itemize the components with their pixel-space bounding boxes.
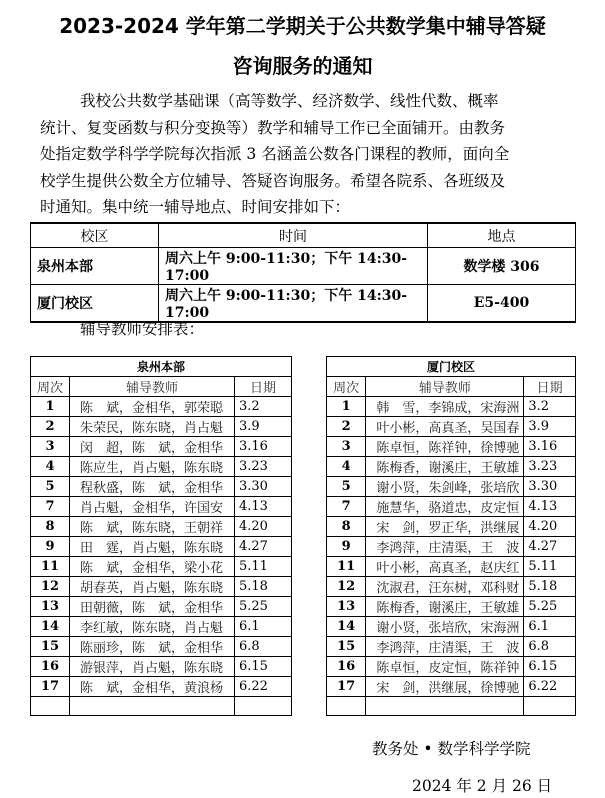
table-row <box>31 536 292 556</box>
teachers-cell: 叶小彬，高真圣，赵庆红 <box>366 556 524 576</box>
paragraph-line: 时通知。集中统一辅导地点、时间安排如下： <box>40 198 351 216</box>
week-cell: 1 <box>31 396 70 416</box>
teachers-cell: 陈卓恒，皮定恒，陈祥钟 <box>366 656 524 676</box>
table-row <box>31 496 292 516</box>
signature: 教务处 • 数学科学学院 <box>372 740 531 758</box>
week-cell: 2 <box>327 416 366 436</box>
table-row <box>31 248 576 285</box>
teachers-cell: 叶小彬，高真圣，吴国春 <box>366 416 524 436</box>
week-cell: 1 <box>327 396 366 416</box>
table-row <box>31 636 292 656</box>
teachers-cell: 韩 雪，李锦成，宋海洲 <box>366 396 524 416</box>
week-cell: 14 <box>327 616 366 636</box>
teachers-cell: 朱荣民，陈东晓，肖占魁 <box>70 416 235 436</box>
date-cell: 3.30 <box>524 476 576 496</box>
date-cell: 6.15 <box>524 656 576 676</box>
title-line-2: 咨询服务的通知 <box>232 54 373 78</box>
quanzhou-roster-table <box>30 356 292 716</box>
teachers-cell: 闵 超，陈 斌，金相华 <box>70 436 235 456</box>
date-cell: 6.8 <box>235 636 292 656</box>
date-cell: 5.11 <box>235 556 292 576</box>
teachers-cell: 游银萍，肖占魁，陈东晓 <box>70 656 235 676</box>
teachers-cell: 陈梅香，谢溪庄，王敏雄 <box>366 456 524 476</box>
date-cell: 4.20 <box>235 516 292 536</box>
time-cell: 周六上午 9:00-11:30；下午 14:30-17:00 <box>159 285 428 323</box>
table-row <box>31 556 292 576</box>
empty-cell <box>327 696 366 716</box>
empty-cell <box>235 696 292 716</box>
date-cell: 3.23 <box>524 456 576 476</box>
paragraph-line: 处指定数学科学学院每次指派 3 名涵盖公数各门课程的教师，面向全 <box>40 145 510 163</box>
issue-date: 2024 年 2 月 26 日 <box>412 777 553 795</box>
teachers-cell: 李鸿萍，庄清渠，王 波 <box>366 636 524 656</box>
header-teachers: 辅导教师 <box>366 376 524 396</box>
week-cell: 12 <box>327 576 366 596</box>
date-cell: 3.30 <box>235 476 292 496</box>
date-cell: 3.2 <box>524 396 576 416</box>
date-cell: 6.22 <box>235 676 292 696</box>
empty-row <box>327 696 576 716</box>
teachers-cell: 沈淑君，汪东树，邓科财 <box>366 576 524 596</box>
table-row <box>31 576 292 596</box>
week-cell: 15 <box>327 636 366 656</box>
date-cell: 4.13 <box>235 496 292 516</box>
date-cell: 6.1 <box>524 616 576 636</box>
table-row <box>31 676 292 696</box>
table-row <box>327 476 576 496</box>
date-cell: 4.13 <box>524 496 576 516</box>
date-cell: 6.1 <box>235 616 292 636</box>
header-time: 时间 <box>159 223 428 248</box>
table-row <box>327 456 576 476</box>
teachers-cell: 陈 斌，金相华，梁小花 <box>70 556 235 576</box>
week-cell: 14 <box>31 616 70 636</box>
table-row <box>327 636 576 656</box>
header-teachers: 辅导教师 <box>70 376 235 396</box>
header-place: 地点 <box>428 223 576 248</box>
week-cell: 16 <box>327 656 366 676</box>
table-row <box>327 536 576 556</box>
date-cell: 3.23 <box>235 456 292 476</box>
date-cell: 3.9 <box>524 416 576 436</box>
table-header-row <box>31 223 576 248</box>
week-cell: 7 <box>31 496 70 516</box>
empty-row <box>31 696 292 716</box>
date-cell: 6.22 <box>524 676 576 696</box>
teachers-cell: 施慧华，骆道忠，皮定恒 <box>366 496 524 516</box>
table-row <box>31 516 292 536</box>
teachers-cell: 李红敏，陈东晓，肖占魁 <box>70 616 235 636</box>
header-date: 日期 <box>235 376 292 396</box>
header-week: 周次 <box>31 376 70 396</box>
roster-header-row <box>31 376 292 396</box>
teachers-cell: 程秋盛，陈 斌，金相华 <box>70 476 235 496</box>
date-cell: 3.9 <box>235 416 292 436</box>
teachers-cell: 胡春英，肖占魁，陈东晓 <box>70 576 235 596</box>
teachers-cell: 谢小贤，朱剑峰，张培欣 <box>366 476 524 496</box>
date-cell: 3.16 <box>235 436 292 456</box>
teachers-cell: 李鸿萍，庄清渠，王 波 <box>366 536 524 556</box>
week-cell: 8 <box>31 516 70 536</box>
roster-header-row <box>327 376 576 396</box>
week-cell: 17 <box>31 676 70 696</box>
table-row <box>31 476 292 496</box>
table-row <box>327 676 576 696</box>
week-cell: 15 <box>31 636 70 656</box>
table-row <box>31 596 292 616</box>
week-cell: 5 <box>31 476 70 496</box>
week-cell: 4 <box>327 456 366 476</box>
time-cell: 周六上午 9:00-11:30；下午 14:30-17:00 <box>159 248 428 285</box>
intro-paragraph <box>40 88 580 221</box>
week-cell: 7 <box>327 496 366 516</box>
table-row <box>327 416 576 436</box>
teachers-cell: 田 霆，肖占魁，陈东晓 <box>70 536 235 556</box>
week-cell: 11 <box>327 556 366 576</box>
table-row <box>31 436 292 456</box>
week-cell: 11 <box>31 556 70 576</box>
campus-title: 厦门校区 <box>327 357 576 377</box>
paragraph-line: 我校公共数学基础课（高等数学、经济数学、线性代数、概率 <box>80 92 499 110</box>
table-row <box>327 496 576 516</box>
teachers-cell: 陈 斌，金相华，郭荣聪 <box>70 396 235 416</box>
date-cell: 6.8 <box>524 636 576 656</box>
week-cell: 3 <box>327 436 366 456</box>
header-week: 周次 <box>327 376 366 396</box>
week-cell: 13 <box>327 596 366 616</box>
week-cell: 3 <box>31 436 70 456</box>
week-cell: 12 <box>31 576 70 596</box>
paragraph-line: 统计、复变函数与积分变换等）教学和辅导工作已全面铺开。由教务 <box>40 118 506 137</box>
teachers-cell: 陈应生，肖占魁，陈东晓 <box>70 456 235 476</box>
table-row <box>327 556 576 576</box>
campus-cell: 泉州本部 <box>31 248 159 285</box>
xiamen-roster-table <box>326 356 576 716</box>
schedule-table <box>30 222 576 323</box>
teachers-cell: 陈 斌，金相华，黄浪杨 <box>70 676 235 696</box>
teachers-cell: 谢小贤，张培欣，宋海洲 <box>366 616 524 636</box>
teachers-cell: 田朝薇，陈 斌，金相华 <box>70 596 235 616</box>
campus-cell: 厦门校区 <box>31 285 159 323</box>
header-date: 日期 <box>524 376 576 396</box>
date-cell: 5.25 <box>235 596 292 616</box>
campus-title: 泉州本部 <box>31 357 292 377</box>
place-cell: E5-400 <box>428 285 576 323</box>
table-row <box>327 656 576 676</box>
week-cell: 9 <box>327 536 366 556</box>
week-cell: 8 <box>327 516 366 536</box>
date-cell: 4.20 <box>524 516 576 536</box>
table-row <box>327 616 576 636</box>
roster-title-row <box>327 357 576 377</box>
paragraph-line: 校学生提供公数全方位辅导、答疑咨询服务。希望各院系、各班级及 <box>40 171 506 190</box>
table-row <box>31 616 292 636</box>
empty-cell <box>70 696 235 716</box>
week-cell: 13 <box>31 596 70 616</box>
teachers-cell: 陈丽珍，陈 斌，金相华 <box>70 636 235 656</box>
teachers-cell: 陈 斌，陈东晓，王朝祥 <box>70 516 235 536</box>
table-row <box>327 516 576 536</box>
week-cell: 4 <box>31 456 70 476</box>
title-line-1: 2023-2024 学年第二学期关于公共数学集中辅导答疑 <box>59 14 546 38</box>
date-cell: 5.11 <box>524 556 576 576</box>
empty-cell <box>366 696 524 716</box>
empty-cell <box>524 696 576 716</box>
week-cell: 5 <box>327 476 366 496</box>
date-cell: 5.25 <box>524 596 576 616</box>
table-row <box>327 436 576 456</box>
place-cell: 数学楼 306 <box>428 248 576 285</box>
table-row <box>31 416 292 436</box>
teachers-cell: 肖占魁，金相华，许国安 <box>70 496 235 516</box>
table-row <box>327 576 576 596</box>
table-row <box>31 456 292 476</box>
empty-cell <box>31 696 70 716</box>
date-cell: 6.15 <box>235 656 292 676</box>
table-row <box>327 396 576 416</box>
date-cell: 3.2 <box>235 396 292 416</box>
week-cell: 2 <box>31 416 70 436</box>
table-row <box>31 396 292 416</box>
date-cell: 4.27 <box>524 536 576 556</box>
date-cell: 5.18 <box>235 576 292 596</box>
week-cell: 16 <box>31 656 70 676</box>
date-cell: 4.27 <box>235 536 292 556</box>
teachers-cell: 宋 剑，罗正华，洪继展 <box>366 516 524 536</box>
header-campus: 校区 <box>31 223 159 248</box>
teachers-cell: 宋 剑，洪继展，徐博驰 <box>366 676 524 696</box>
teachers-cell: 陈梅香，谢溪庄，王敏雄 <box>366 596 524 616</box>
week-cell: 9 <box>31 536 70 556</box>
date-cell: 5.18 <box>524 576 576 596</box>
teachers-cell: 陈卓恒，陈祥钟，徐博驰 <box>366 436 524 456</box>
table-row <box>31 656 292 676</box>
week-cell: 17 <box>327 676 366 696</box>
date-cell: 3.16 <box>524 436 576 456</box>
roster-title-row <box>31 357 292 377</box>
table-row <box>327 596 576 616</box>
roster-subtitle: 辅导教师安排表： <box>80 320 205 338</box>
